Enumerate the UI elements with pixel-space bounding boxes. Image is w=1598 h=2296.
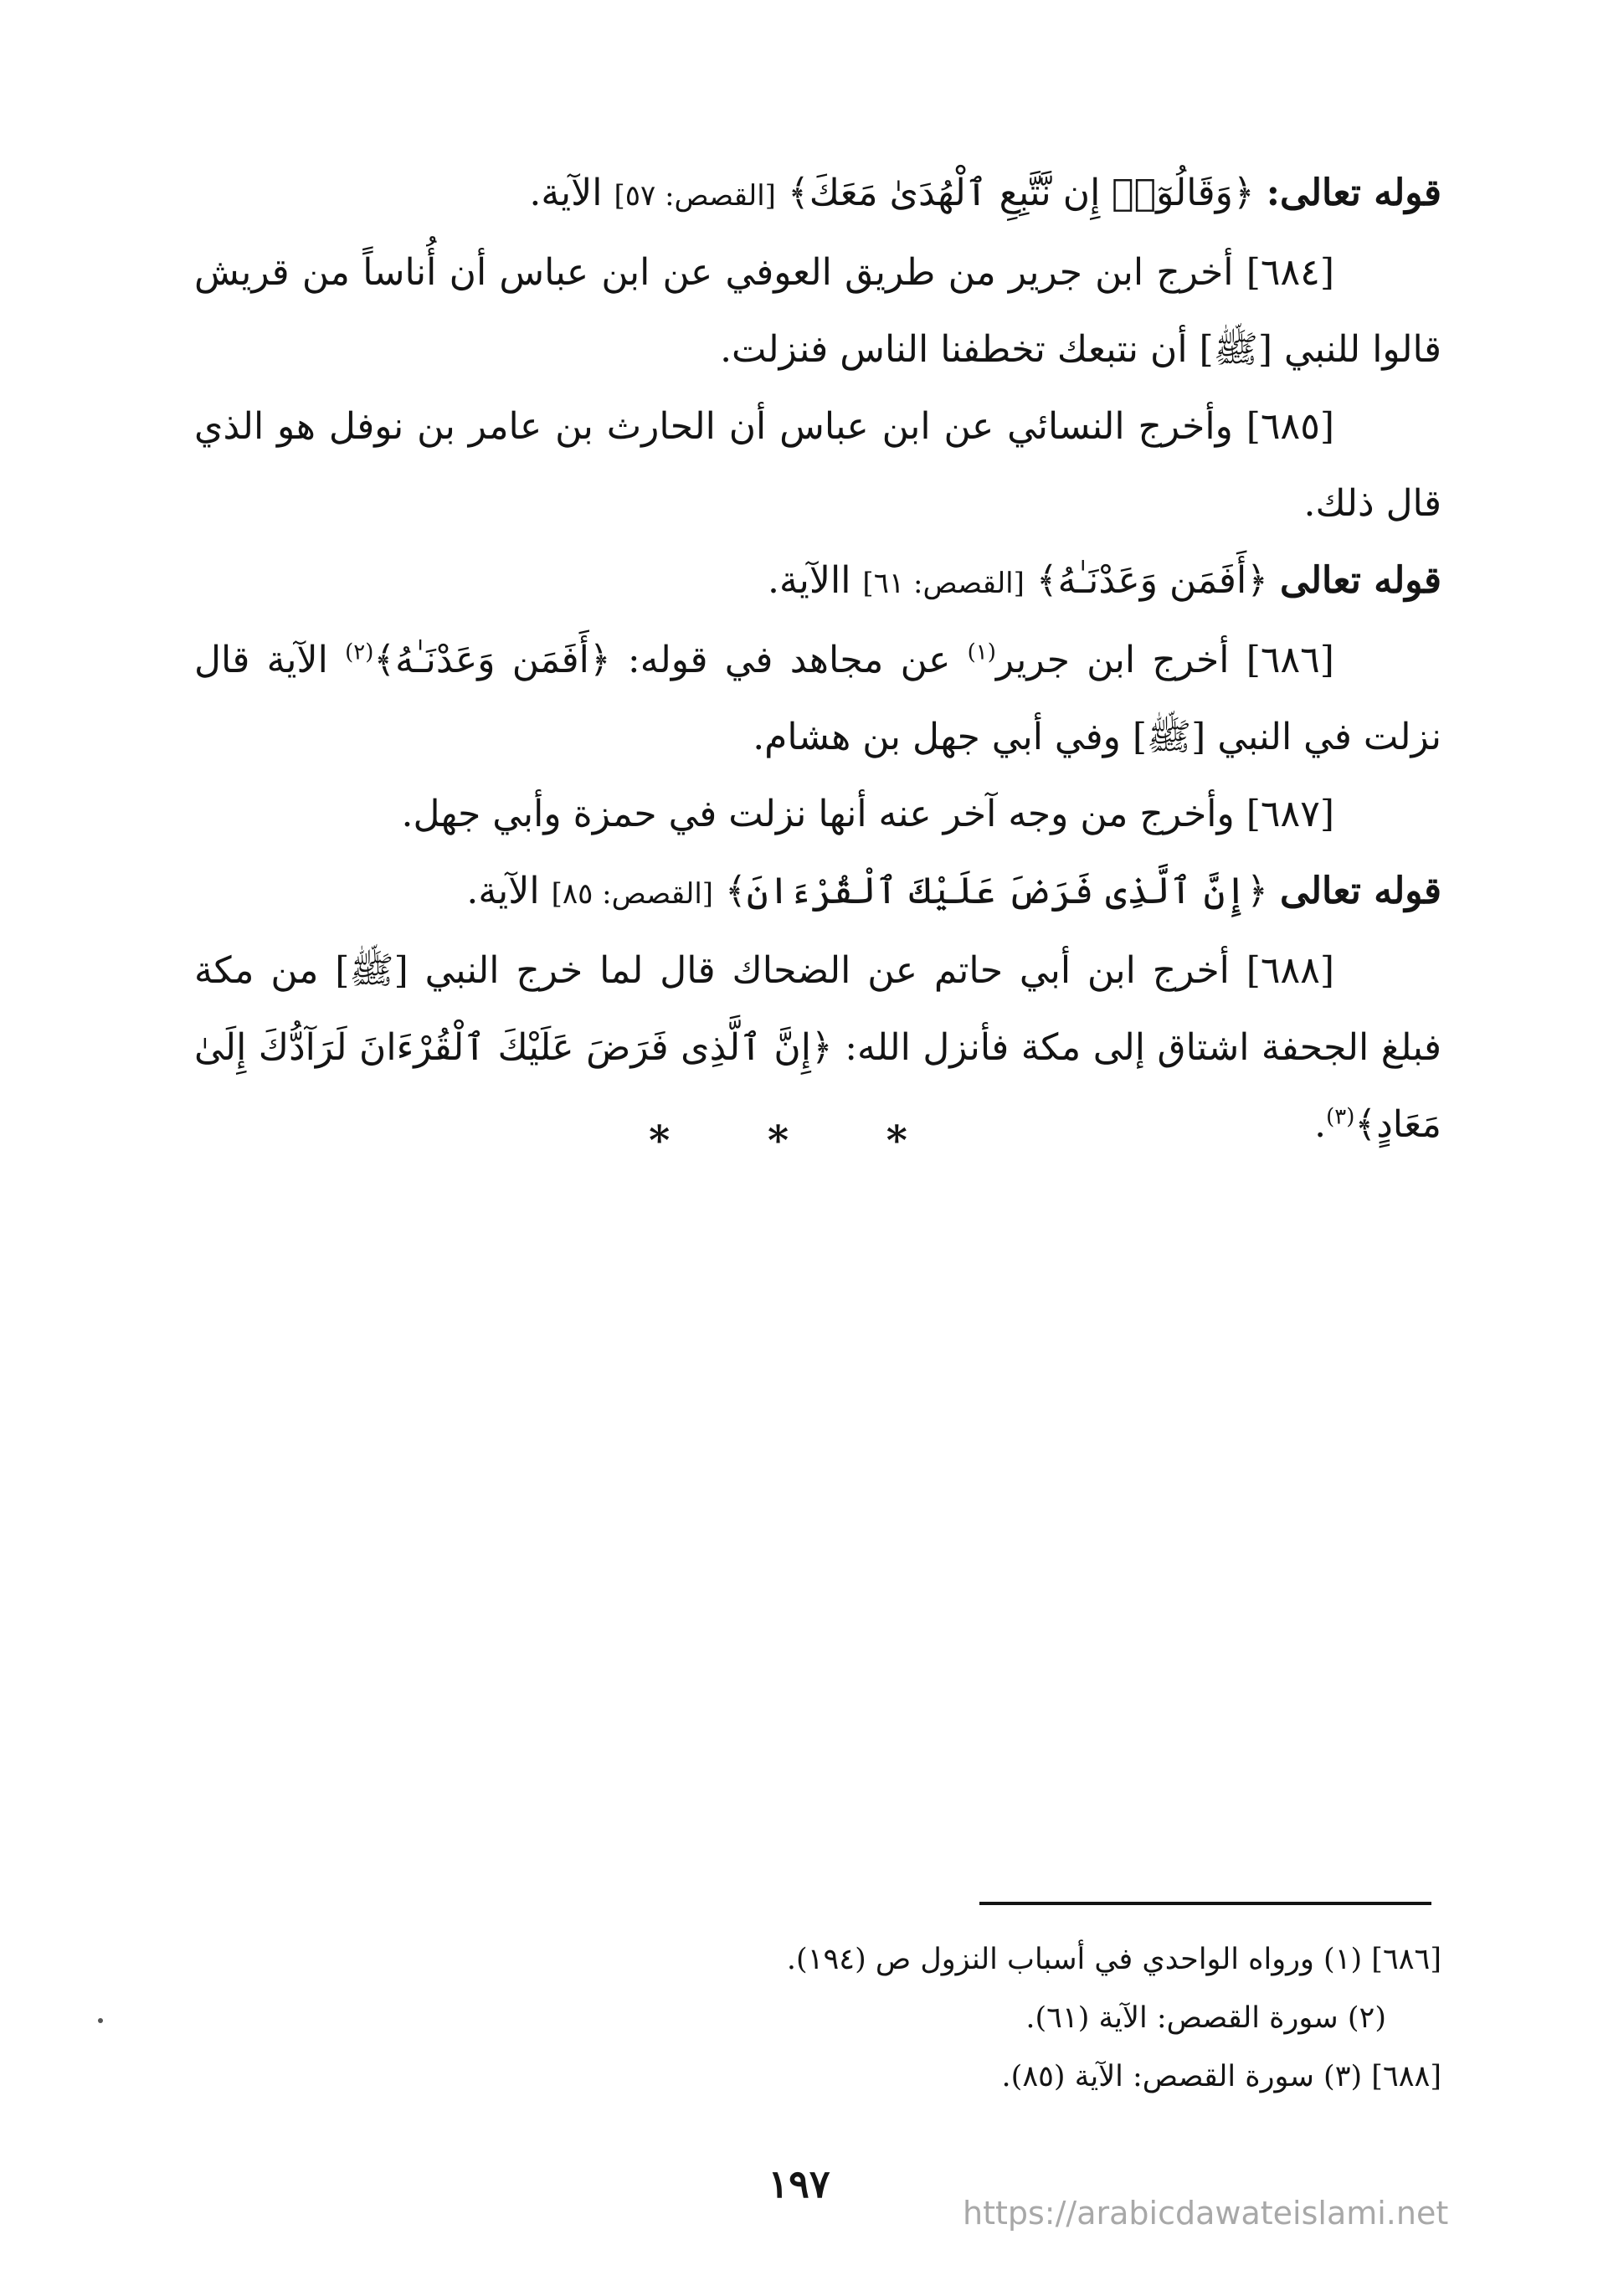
main-text: [194, 155, 1441, 1163]
narration-687: [٦٨٧] وأخرج من وجه آخر عنه أنها نزلت في حمزة وأبي جهل.: [401, 793, 1334, 835]
verse-heading-3: [194, 853, 1441, 932]
quran-verse: ﴿وَقَالُوٓا۟ إِن نَّتَّبِعِ ٱلْهُدَىٰ مَعَكَ﴾: [787, 172, 1255, 214]
narration-686: [194, 622, 1441, 776]
verse-heading-1: [194, 155, 1441, 234]
footnote-marker-2: (٢): [345, 639, 374, 665]
footnote-marker-3: (٣): [1326, 1104, 1355, 1130]
verse-tail: االآية.: [768, 559, 851, 602]
surah-reference: [القصص: ٥٧]: [614, 179, 776, 213]
page-number: ١٩٧: [768, 2161, 830, 2206]
heading-label: قوله تعالى:: [1266, 172, 1441, 214]
heading-label: قوله تعالى: [1279, 870, 1441, 912]
narration-684: [٦٨٤] أخرج ابن جرير من طريق العوفي عن ابن عباس أن أُناساً من قريش قالوا للنبي [ﷺ] أن نتبعك تخطفنا الناس فنزلت.: [194, 251, 1441, 371]
heading-label: قوله تعالى: [1279, 559, 1441, 602]
footnote-1: [٦٨٦] (١) ورواه الواحدي في أسباب النزول ص (١٩٤).: [786, 1943, 1441, 1976]
scan-speck: [98, 2018, 103, 2023]
verse-tail: الآية.: [466, 870, 540, 912]
narration-text: [٦٨٨] أخرج ابن أبي حاتم عن الضحاك قال لما خرج النبي [ﷺ] من مكة فبلغ الجحفة اشتاق إلى مكة فأنزل الله:: [194, 949, 1441, 1069]
footnote-3: [٦٨٨] (٣) سورة القصص: الآية (٨٥).: [1001, 2060, 1441, 2093]
quran-verse: ﴿إِنَّ ٱلَّذِى فَرَضَ عَلَيْكَ ٱلْقُرْءَانَ﴾: [725, 870, 1268, 912]
quran-verse: ﴿أَفَمَن وَعَدْنَـٰهُ﴾: [1035, 559, 1268, 602]
footnote-2: (٢) سورة القصص: الآية (٦١).: [1025, 2001, 1386, 2035]
section-separator: * * *: [649, 1117, 949, 1164]
watermark-url: https://arabicdawateislami.net: [963, 2195, 1449, 2232]
footnote-divider: [979, 1902, 1431, 1905]
verse-tail: الآية.: [529, 172, 603, 214]
narration-text: الآية قال نزلت في النبي [ﷺ] وفي أبي جهل بن هشام.: [194, 639, 1441, 758]
verse-heading-2: [194, 542, 1441, 622]
surah-reference: [القصص: ٦١]: [862, 567, 1025, 600]
narration-end: .: [1314, 1103, 1327, 1146]
narration-685: [٦٨٥] وأخرج النسائي عن ابن عباس أن الحارث بن عامر بن نوفل هو الذي قال ذلك.: [194, 405, 1441, 525]
quran-verse: ﴿إِنَّ ٱلَّذِى فَرَضَ عَلَيْكَ ٱلْقُرْءَانَ لَرَآدُّكَ إِلَىٰ مَعَادٍ﴾: [194, 1026, 1441, 1146]
narration-text: عن مجاهد في قوله:: [627, 639, 951, 681]
quran-verse: ﴿أَفَمَن وَعَدْنَـٰهُ﴾: [373, 639, 611, 681]
surah-reference: [القصص: ٨٥]: [551, 877, 714, 911]
footnotes: [194, 1930, 1441, 2106]
footnote-marker-1: (١): [967, 639, 996, 665]
narration-text: [٦٨٦] أخرج ابن جرير: [995, 639, 1334, 681]
